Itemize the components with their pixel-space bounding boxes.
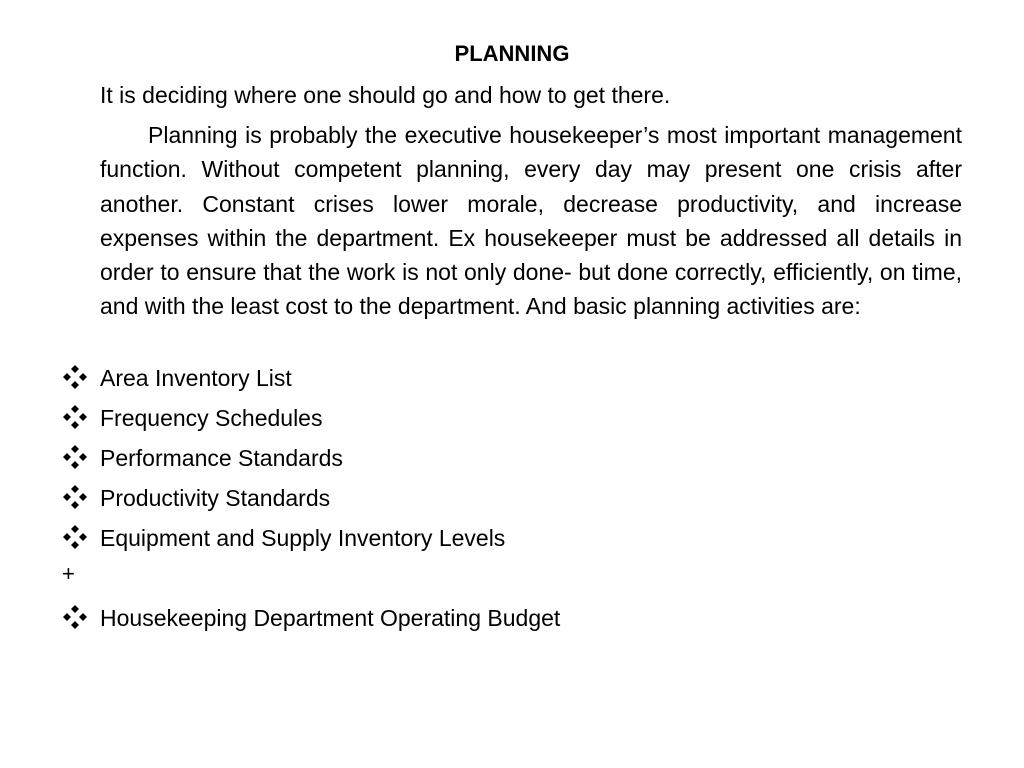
- list-item: [0, 482, 1024, 522]
- stray-plus-line: [0, 562, 1024, 602]
- four-diamond-bullet-icon: [62, 364, 88, 390]
- four-diamond-bullet-icon: [62, 604, 88, 630]
- four-diamond-bullet-icon: [62, 484, 88, 510]
- intro-line: It is deciding where one should go and how to get there.: [100, 82, 671, 108]
- list-item-label: Equipment and Supply Inventory Levels: [100, 525, 506, 551]
- slide-title: PLANNING: [454, 41, 570, 66]
- four-diamond-bullet-icon: [62, 524, 88, 550]
- plus-mark: +: [62, 561, 75, 586]
- list-item-label: Frequency Schedules: [100, 405, 323, 431]
- four-diamond-bullet-icon: [62, 444, 88, 470]
- list-item: [0, 602, 1024, 642]
- list-item: [0, 442, 1024, 482]
- four-diamond-bullet-icon: [62, 404, 88, 430]
- list-item: [0, 402, 1024, 442]
- body-paragraph: Planning is probably the executive housekeeper’s most important management function. Without competent planning, every day may present one crisis after another. Constant crises lower morale, decrease productivity, and increase expenses within the department. Ex housekeeper must be addressed all details in order to ensure that the work is not only done- but done correctly, efficiently, on time, and with the least cost to the department. And basic planning activities are:: [100, 122, 962, 320]
- list-item: [0, 362, 1024, 402]
- list-item-label: Performance Standards: [100, 445, 343, 471]
- list-item-label: Housekeeping Department Operating Budget: [100, 605, 561, 631]
- list-item-label: Area Inventory List: [100, 365, 292, 391]
- list-item: [0, 522, 1024, 562]
- list-item-label: Productivity Standards: [100, 485, 331, 511]
- planning-activities-list: [0, 362, 1024, 642]
